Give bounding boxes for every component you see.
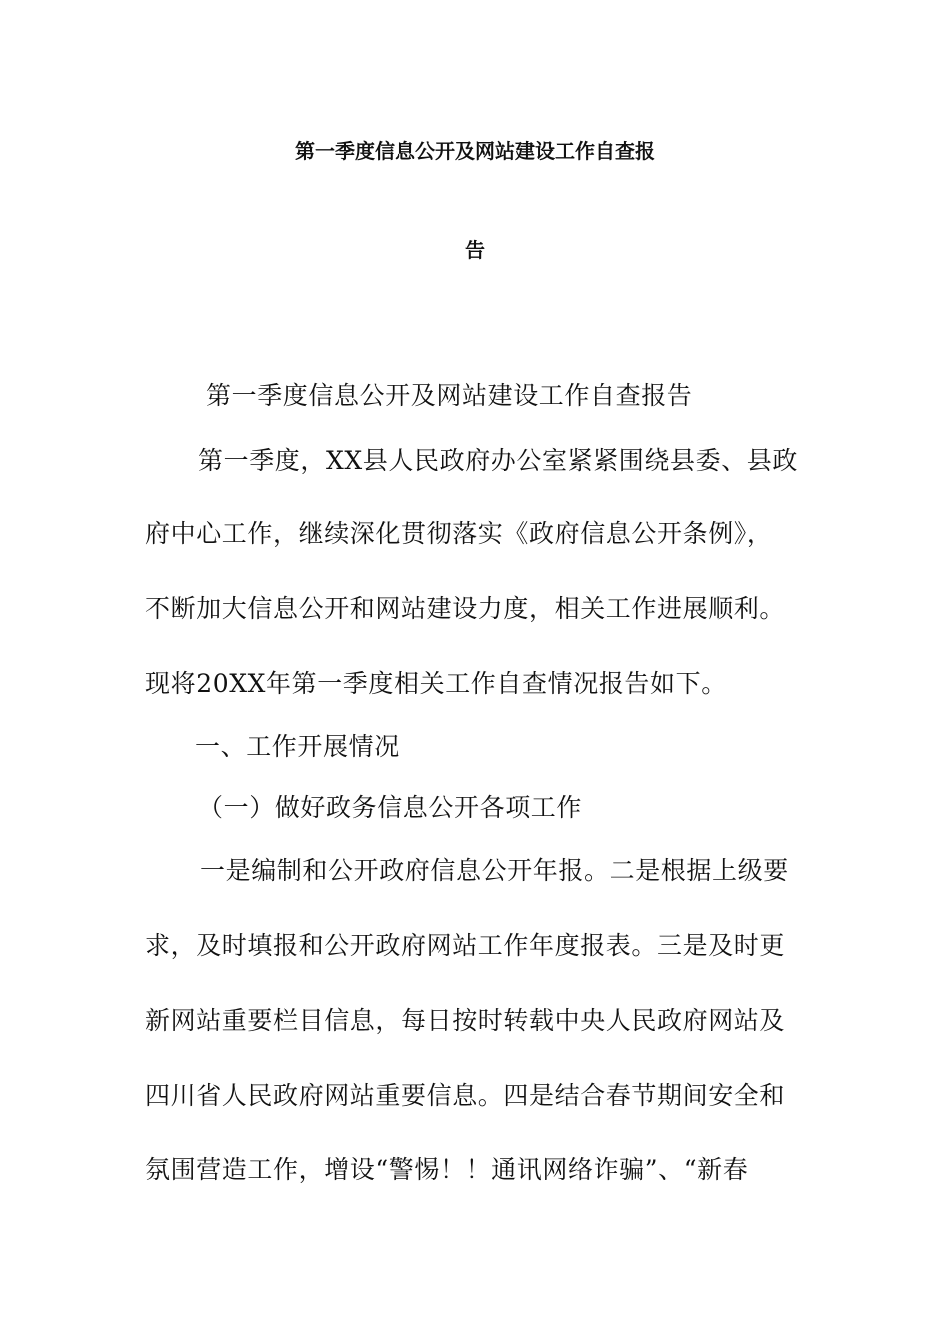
- subsection-heading: （一）做好政务信息公开各项工作: [198, 793, 583, 822]
- body-line: 新网站重要栏目信息，每日按时转载中央人民政府网站及: [145, 1006, 786, 1035]
- body-line: 求，及时填报和公开政府网站工作年度报表。三是及时更: [145, 931, 786, 960]
- document-title-line1: 第一季度信息公开及网站建设工作自查报: [295, 139, 655, 163]
- body-line: 第一季度，XX县人民政府办公室紧紧围绕县委、县政: [198, 446, 798, 475]
- body-subtitle: 第一季度信息公开及网站建设工作自查报告: [206, 381, 693, 410]
- body-line: 一是编制和公开政府信息公开年报。二是根据上级要: [200, 856, 789, 885]
- body-line: 氛围营造工作，增设“警惕！！通讯网络诈骗”、“新春: [145, 1155, 749, 1184]
- body-line: 现将20XX年第一季度相关工作自查情况报告如下。: [145, 669, 727, 698]
- body-line: 府中心工作，继续深化贯彻落实《政府信息公开条例》，: [145, 519, 773, 548]
- section-heading: 一、工作开展情况: [195, 732, 400, 761]
- body-line: 四川省人民政府网站重要信息。四是结合春节期间安全和: [145, 1081, 786, 1110]
- document-title-line2: 告: [465, 238, 485, 262]
- body-line: 不断加大信息公开和网站建设力度，相关工作进展顺利。: [145, 594, 786, 623]
